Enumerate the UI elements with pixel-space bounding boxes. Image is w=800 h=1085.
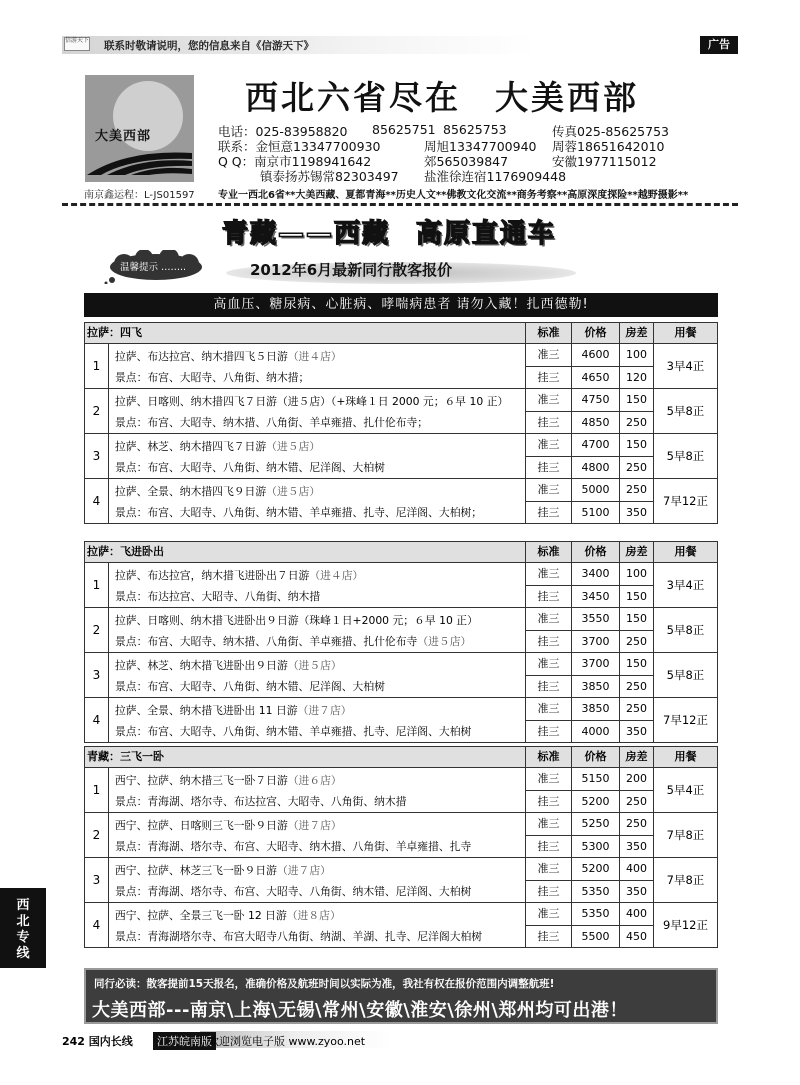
price-1: 5150 [571,768,619,790]
diff-2: 250 [619,411,653,433]
route-line [115,658,342,673]
qq-2: 郊565039847 [424,154,509,169]
std-1: 准三 [525,813,571,835]
meal: 7早12正 [653,479,717,523]
col-price: 价格 [571,542,619,562]
diff-2: 350 [619,720,653,742]
diff-1: 150 [619,653,653,675]
price-2: 3850 [571,675,619,697]
title-left: 青藏——西藏 [222,219,391,249]
row-number: 2 [85,389,109,433]
price-1: 5350 [571,903,619,925]
std-1: 准三 [525,698,571,720]
sights: 景点：布宫、大昭寺、纳木措、八角街、羊卓雍措、扎什伦布寺 [115,635,418,648]
std-2: 挂三 [525,790,571,812]
qq-4: 镇泰扬苏锡常82303497 [260,169,399,184]
diff-1: 250 [619,479,653,501]
row-number: 2 [85,813,109,857]
route-name: 拉萨、日喀则、纳木措四飞７日游 [115,395,277,408]
route-name: 拉萨、全景、纳木措四飞９日游 [115,485,267,498]
route-note: （进４店） [309,569,364,582]
route-name: 拉萨、布达拉宫，纳木措飞进卧出７日游 [115,569,310,582]
row-number: 4 [85,479,109,523]
meal: 5早4正 [653,768,717,812]
diff-1: 200 [619,768,653,790]
route-line [115,349,342,364]
price-2: 3700 [571,630,619,652]
diff-1: 150 [619,389,653,411]
row-number: 4 [85,903,109,947]
col-price: 价格 [571,323,619,343]
table-row [84,653,718,698]
std-2: 挂三 [525,456,571,478]
col-price: 价格 [571,747,619,767]
edition-badge: 江苏皖南版 [153,1032,216,1050]
diff-2: 250 [619,630,653,652]
std-2: 挂三 [525,501,571,523]
health-warning: 高血压、糖尿病、心脏病、哮喘病患者 请勿入藏！扎西德勒! [84,293,718,317]
price-2: 5350 [571,880,619,902]
diff-2: 120 [619,366,653,388]
col-diff: 房差 [619,323,653,343]
sights: 景点：青海湖、塔尔寺、布宫、大昭寺、纳木措、八角街、羊卓雍措、扎寺 [115,840,472,853]
route-name: 拉萨、林芝、纳木措四飞７日游 [115,440,267,453]
diff-1: 400 [619,903,653,925]
table-row [84,813,718,858]
route-line [115,773,342,788]
route-name: 拉萨、林芝、纳木措飞进卧出９日游 [115,659,288,672]
std-1: 准三 [525,608,571,630]
price-1: 4600 [571,344,619,366]
diff-2: 350 [619,501,653,523]
std-1: 准三 [525,434,571,456]
section-header [84,322,718,344]
route-note: （进７店） [297,704,352,717]
row-number: 3 [85,653,109,697]
meal: 3早4正 [653,563,717,607]
qq-1: Q Q：南京市1198941642 [218,154,372,169]
magazine-logo: 信游天下 [64,37,90,51]
section-name: 拉萨：四飞 [87,326,142,339]
side-tab [0,888,46,968]
price-1: 4700 [571,434,619,456]
sights: 景点：布达拉宫、大昭寺、八角街、纳木措 [115,590,321,603]
fax: 传真025-85625753 [552,124,669,139]
col-meal: 用餐 [653,747,717,767]
sights-line [115,634,471,649]
std-1: 准三 [525,479,571,501]
route-line [115,818,342,833]
website-link[interactable]: 欢迎浏览电子版 www.zyoo.net [208,1035,366,1048]
meal: 9早12正 [653,903,717,947]
price-1: 3850 [571,698,619,720]
sights: 景点：布宫、大昭寺、八角街、纳木错、尼洋阁、大柏树 [115,461,385,474]
logo-text: 大美西部 [95,129,152,144]
meal: 5早8正 [653,653,717,697]
headline-left: 西北六省尽在 [245,78,461,117]
std-1: 准三 [525,563,571,585]
std-2: 挂三 [525,366,571,388]
price-1: 4750 [571,389,619,411]
phone-3: 85625753 [443,122,507,137]
departure-cities: 大美西部---南京\上海\无锡\常州\安徽\淮安\徐州\郑州均可出港！ [92,1000,628,1021]
std-1: 准三 [525,858,571,880]
diff-2: 450 [619,925,653,947]
section-lhasa-fly-in-train-out [84,541,718,743]
price-2: 4850 [571,411,619,433]
table-row [84,563,718,608]
tip-label: 温馨提示 …….. [120,262,187,273]
row-number: 4 [85,698,109,742]
price-1: 3700 [571,653,619,675]
phone-2: 85625751 [372,122,436,137]
route-name: 西宁、拉萨、全景三飞一卧 12 日游 [115,909,287,922]
price-2: 3450 [571,585,619,607]
route-name: 西宁、拉萨、日喀则三飞一卧９日游 [115,819,288,832]
contact-1: 联系：金恒意13347700930 [218,139,381,154]
std-2: 挂三 [525,720,571,742]
route-line [115,568,363,583]
route-note: （进５店） [287,659,342,672]
contact-3: 周蓉18651642010 [552,139,665,154]
route-line [115,394,508,409]
table-row [84,858,718,903]
section-header [84,746,718,768]
page-title [222,213,556,250]
license-number: 南京鑫运程：L-JS01597 [84,190,195,201]
sights: 景点：布宫、大昭寺、纳木措、八角街、羊卓雍措、扎什伦布寺； [115,416,429,429]
row-number: 1 [85,768,109,812]
diff-1: 250 [619,813,653,835]
price-2: 4650 [571,366,619,388]
price-1: 3550 [571,608,619,630]
price-2: 5100 [571,501,619,523]
sights: 景点：布宫、大昭寺、八角街、纳木措； [115,371,310,384]
col-diff: 房差 [619,747,653,767]
meal: 5早8正 [653,608,717,652]
sights: 景点：青海湖塔尔寺、布宫大昭寺八角街、纳湖、羊湖、扎寺、尼洋阁大柏树 [115,930,483,943]
table-row [84,344,718,389]
std-1: 准三 [525,653,571,675]
meal: 5早8正 [653,434,717,478]
col-meal: 用餐 [653,542,717,562]
std-1: 准三 [525,344,571,366]
std-1: 准三 [525,768,571,790]
price-heading: 2012年6月最新同行散客报价 [250,261,453,279]
diff-1: 250 [619,698,653,720]
price-1: 5000 [571,479,619,501]
price-1: 5250 [571,813,619,835]
sights: 景点：青海湖、塔尔寺、布达拉宫、大昭寺、八角街、纳木措 [115,795,407,808]
sights: 景点：布宫、大昭寺、八角街、纳木错、羊卓雍措、扎寺、尼洋阁、大柏树； [115,506,483,519]
diff-2: 350 [619,880,653,902]
diff-2: 250 [619,456,653,478]
meal: 7早8正 [653,858,717,902]
std-1: 准三 [525,903,571,925]
phone: 电话：025-83958820 [218,124,348,139]
qq-3: 安徽1977115012 [552,154,657,169]
col-std: 标准 [525,542,571,562]
price-2: 5200 [571,790,619,812]
route-name: 西宁、拉萨、林芝三飞一卧９日游 [115,864,277,877]
std-2: 挂三 [525,630,571,652]
diff-2: 250 [619,790,653,812]
diff-2: 350 [619,835,653,857]
section-name: 青藏：三飞一卧 [87,750,164,763]
source-notice: 联系时敬请说明，您的信息来自《信游天下》 [104,40,314,52]
diff-2: 150 [619,585,653,607]
route-name: 拉萨、日喀则、纳木措飞进卧出９日游 [115,614,299,627]
diff-1: 100 [619,563,653,585]
route-line [115,908,341,923]
col-diff: 房差 [619,542,653,562]
price-2: 5500 [571,925,619,947]
title-right: 高原直通车 [416,219,557,249]
route-note: （进７店） [276,864,331,877]
route-note: （进４店） [287,350,342,363]
route-name: 西宁、拉萨、纳木措三飞一卧７日游 [115,774,288,787]
std-2: 挂三 [525,585,571,607]
company-logo [85,75,194,182]
footer-notice [84,968,718,1024]
section-lhasa-four-flights [84,322,718,524]
std-2: 挂三 [525,411,571,433]
side-tab-char: 专 [16,930,30,945]
route-note: （进８店） [286,909,341,922]
side-tab-char: 西 [16,898,30,913]
diff-2: 250 [619,675,653,697]
headline-right: 大美西部 [495,78,639,117]
table-row [84,768,718,813]
price-2: 5300 [571,835,619,857]
meal: 3早4正 [653,344,717,388]
booking-notice: 同行必读：散客提前15天报名，准确价格及航班时间以实际为准，我社有权在报价范围内调整航班! [94,978,555,990]
std-2: 挂三 [525,880,571,902]
route-note: （进５店） [266,440,321,453]
side-tab-char: 线 [16,946,30,961]
headline [245,72,639,119]
route-name: 拉萨、全景、纳木措飞进卧出 11 日游 [115,704,298,717]
row-number: 1 [85,563,109,607]
shop-note: （进５店） [417,635,472,648]
route-line [115,703,352,718]
qq-5: 盐淮徐连宿1176909448 [424,169,567,184]
dashed-divider [62,203,738,206]
diff-1: 150 [619,608,653,630]
table-row [84,698,718,743]
sights: 景点：布宫、大昭寺、八角街、纳木错、羊卓雍措、扎寺、尼洋阁、大柏树 [115,725,472,738]
route-line [115,613,478,628]
row-number: 2 [85,608,109,652]
price-1: 3400 [571,563,619,585]
row-number: 3 [85,434,109,478]
table-row [84,479,718,524]
std-2: 挂三 [525,925,571,947]
page-number: 242 国内长线 [62,1035,133,1048]
row-number: 1 [85,344,109,388]
section-name: 拉萨：飞进卧出 [87,545,164,558]
route-note: （进５店）（+珠峰１日 2000 元；６早 10 正） [276,395,509,408]
col-std: 标准 [525,323,571,343]
route-note: （进６店） [287,774,342,787]
route-note: （进７店） [287,819,342,832]
sights: 景点：布宫、大昭寺、八角街、纳木错、尼洋阁、大柏树 [115,680,385,693]
table-row [84,389,718,434]
contact-2: 周旭13347700940 [424,139,537,154]
ad-tag: 广告 [700,36,738,54]
sights: 景点：青海湖、塔尔寺、布宫、大昭寺、八角街、纳木错、尼洋阁、大柏树 [115,885,472,898]
row-number: 3 [85,858,109,902]
table-row [84,434,718,479]
section-header [84,541,718,563]
price-2: 4000 [571,720,619,742]
tagline: 专业一西北6省**大美西藏、夏都青海**历史人文**佛教文化交流**商务考察**高原深度探险**越野摄影** [218,190,689,201]
route-note: （珠峰１日+2000 元；６早 10 正） [298,614,478,627]
price-2: 4800 [571,456,619,478]
table-row [84,903,718,948]
price-1: 5200 [571,858,619,880]
route-line [115,484,320,499]
col-meal: 用餐 [653,323,717,343]
meal: 7早12正 [653,698,717,742]
diff-1: 400 [619,858,653,880]
std-1: 准三 [525,389,571,411]
road-icon [87,147,192,177]
std-2: 挂三 [525,835,571,857]
route-note: （进５店） [266,485,321,498]
col-std: 标准 [525,747,571,767]
meal: 7早8正 [653,813,717,857]
section-qinghai-tibet [84,746,718,948]
table-row [84,608,718,653]
side-tab-char: 北 [16,914,30,929]
route-name: 拉萨、布达拉宫、纳木措四飞５日游 [115,350,288,363]
diff-1: 100 [619,344,653,366]
route-line [115,439,320,454]
meal: 5早8正 [653,389,717,433]
diff-1: 150 [619,434,653,456]
route-line [115,863,331,878]
std-2: 挂三 [525,675,571,697]
